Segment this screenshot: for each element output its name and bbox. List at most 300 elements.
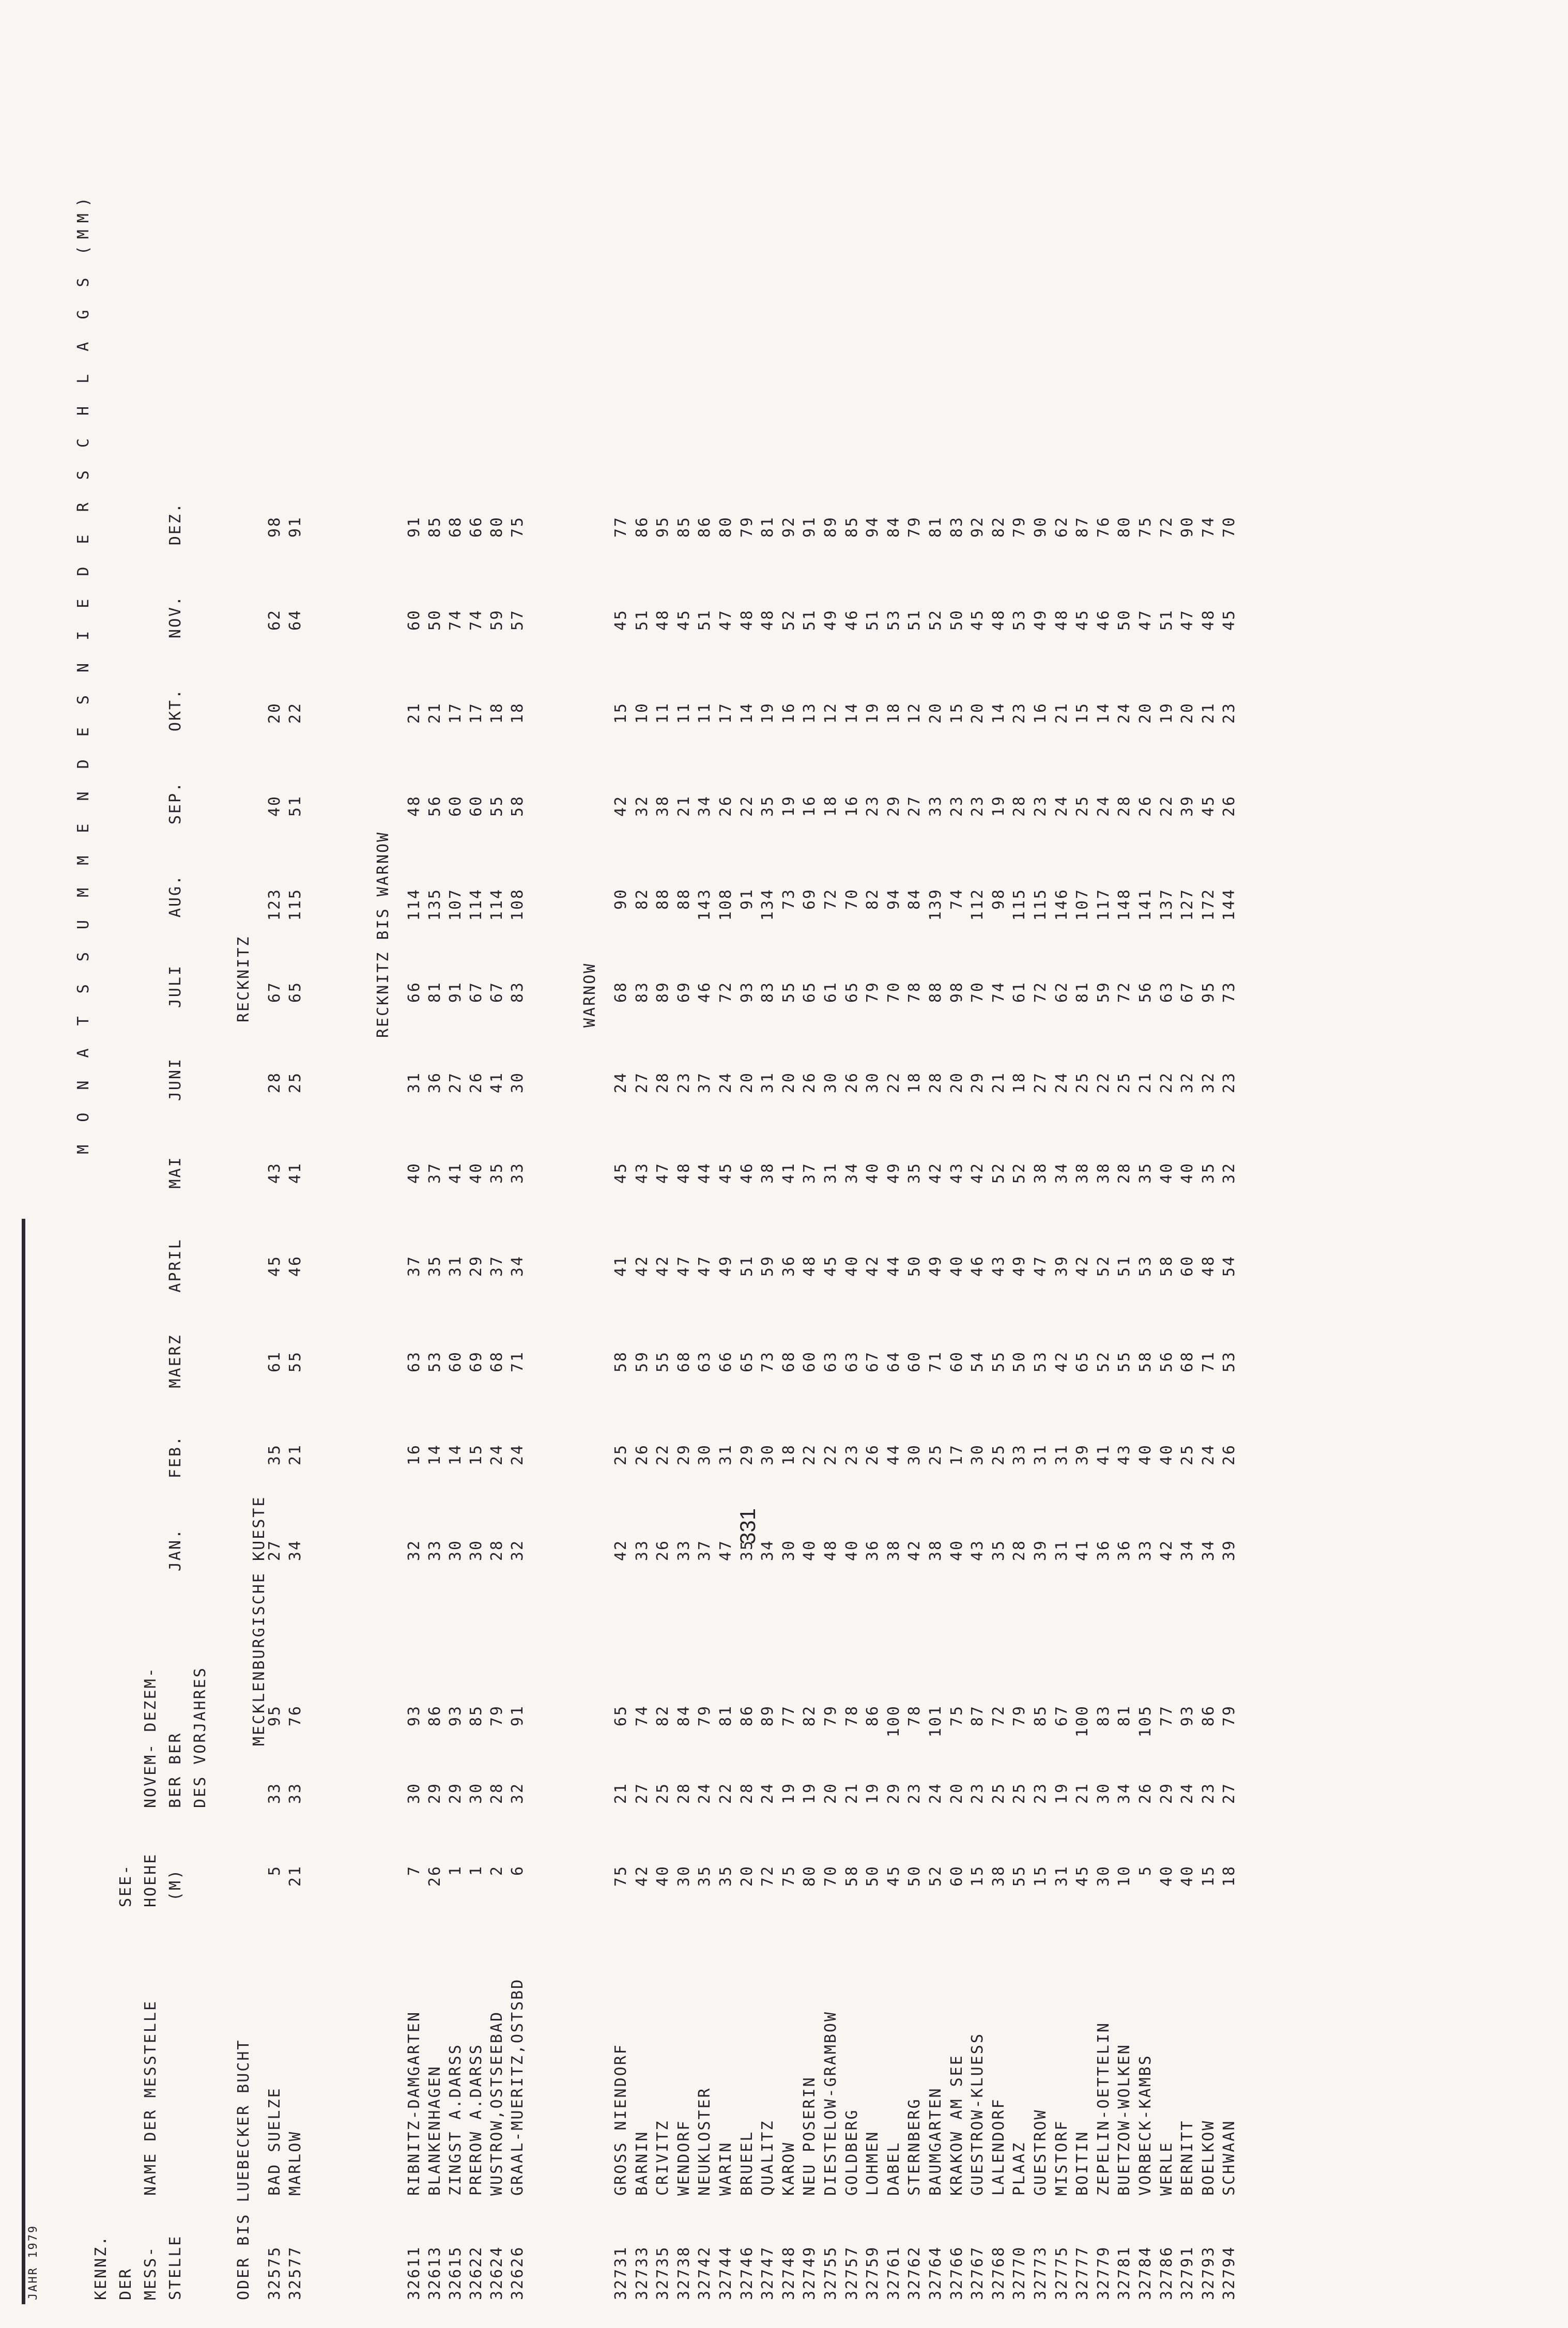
value-cell: 72: [1032, 981, 1050, 1003]
value-cell: 107: [447, 888, 465, 921]
station-name: BERNITT: [1178, 2119, 1197, 2196]
station-id: 32742: [696, 2245, 714, 2300]
station-id: 32744: [717, 2245, 735, 2300]
station-id: 32794: [1220, 2245, 1239, 2300]
table-row: [779, 22, 800, 2304]
value-cell: 58: [1157, 1255, 1176, 1277]
value-cell: 48: [737, 609, 756, 631]
value-cell: 127: [1178, 888, 1197, 921]
value-cell: 23: [1032, 795, 1050, 817]
value-cell: 35: [737, 1539, 756, 1561]
value-cell: 45: [717, 1162, 735, 1184]
value-cell: 31: [1052, 1865, 1071, 1887]
value-cell: 76: [286, 1705, 304, 1727]
value-cell: 89: [759, 1705, 777, 1727]
value-cell: 39: [1220, 1539, 1239, 1561]
station-name: SCHWAAN: [1220, 2119, 1239, 2196]
value-cell: 38: [759, 1162, 777, 1184]
value-cell: 40: [947, 1539, 966, 1561]
table-row: [737, 22, 758, 2304]
value-cell: 83: [759, 981, 777, 1003]
value-cell: 74: [447, 609, 465, 631]
value-cell: 47: [654, 1162, 672, 1184]
value-cell: 19: [989, 795, 1008, 817]
value-cell: 18: [905, 1071, 924, 1094]
value-cell: 25: [1073, 1071, 1092, 1094]
value-cell: 43: [989, 1255, 1008, 1277]
value-cell: 27: [266, 1539, 284, 1561]
value-cell: 85: [426, 516, 444, 538]
value-cell: 35: [759, 795, 777, 817]
header-month-mar: MAERZ: [166, 1334, 185, 1388]
value-cell: 55: [1010, 1865, 1029, 1887]
value-cell: 21: [1199, 702, 1218, 724]
value-cell: 56: [1136, 981, 1155, 1003]
value-cell: 48: [1199, 609, 1218, 631]
value-cell: 55: [989, 1351, 1008, 1373]
value-cell: 78: [905, 1705, 924, 1727]
value-cell: 2: [488, 1865, 506, 1876]
value-cell: 40: [1157, 1865, 1176, 1887]
table-row: [1072, 22, 1093, 2304]
value-cell: 60: [801, 1351, 819, 1373]
value-cell: 14: [426, 1444, 444, 1466]
value-cell: 27: [1032, 1071, 1050, 1094]
header-prev-2: BER BER: [166, 1732, 185, 1808]
value-cell: 57: [509, 609, 527, 631]
value-cell: 48: [822, 1539, 840, 1561]
value-cell: 66: [717, 1351, 735, 1373]
value-cell: 30: [447, 1539, 465, 1561]
value-cell: 35: [266, 1444, 284, 1466]
value-cell: 45: [1073, 609, 1092, 631]
value-cell: 58: [509, 795, 527, 817]
value-cell: 42: [927, 1162, 945, 1184]
value-cell: 86: [633, 516, 651, 538]
table-row: [1135, 22, 1156, 2304]
value-cell: 144: [1220, 888, 1239, 921]
header-kennz-3: MESS-: [142, 2245, 160, 2300]
value-cell: 25: [1010, 1782, 1029, 1804]
value-cell: 31: [759, 1071, 777, 1094]
value-cell: 67: [266, 981, 284, 1003]
value-cell: 146: [1052, 888, 1071, 921]
year-label: JAHR 1979: [27, 2224, 40, 2300]
value-cell: 58: [612, 1351, 630, 1373]
value-cell: 59: [633, 1351, 651, 1373]
value-cell: 20: [969, 702, 987, 724]
table-row: [285, 22, 306, 2304]
value-cell: 33: [674, 1539, 693, 1561]
value-cell: 25: [1073, 795, 1092, 817]
value-cell: 34: [1115, 1782, 1134, 1804]
value-cell: 52: [1010, 1162, 1029, 1184]
value-cell: 71: [509, 1351, 527, 1373]
value-cell: 29: [447, 1782, 465, 1804]
value-cell: 82: [801, 1705, 819, 1727]
value-cell: 39: [1032, 1539, 1050, 1561]
value-cell: 64: [884, 1351, 903, 1373]
value-cell: 41: [1073, 1539, 1092, 1561]
value-cell: 48: [759, 609, 777, 631]
value-cell: 77: [612, 516, 630, 538]
value-cell: 23: [1032, 1782, 1050, 1804]
value-cell: 45: [822, 1255, 840, 1277]
value-cell: 21: [405, 702, 423, 724]
value-cell: 22: [822, 1444, 840, 1466]
value-cell: 31: [717, 1444, 735, 1466]
station-id: 32577: [286, 2245, 304, 2300]
value-cell: 24: [488, 1444, 506, 1466]
value-cell: 89: [654, 981, 672, 1003]
value-cell: 5: [266, 1865, 284, 1876]
value-cell: 91: [509, 1705, 527, 1727]
value-cell: 75: [947, 1705, 966, 1727]
value-cell: 51: [1115, 1255, 1134, 1277]
value-cell: 45: [674, 609, 693, 631]
value-cell: 63: [842, 1351, 861, 1373]
value-cell: 85: [467, 1705, 485, 1727]
value-cell: 53: [1032, 1351, 1050, 1373]
value-cell: 53: [426, 1351, 444, 1373]
station-name: GROSS NIENDORF: [612, 2043, 630, 2196]
value-cell: 20: [947, 1782, 966, 1804]
value-cell: 26: [1136, 1782, 1155, 1804]
value-cell: 24: [927, 1782, 945, 1804]
value-cell: 115: [286, 888, 304, 921]
value-cell: 32: [405, 1539, 423, 1561]
value-cell: 35: [1136, 1162, 1155, 1184]
value-cell: 33: [927, 795, 945, 817]
value-cell: 72: [759, 1865, 777, 1887]
value-cell: 28: [927, 1071, 945, 1094]
value-cell: 58: [1136, 1351, 1155, 1373]
station-name: MARLOW: [286, 2130, 304, 2196]
value-cell: 28: [488, 1782, 506, 1804]
value-cell: 42: [1157, 1539, 1176, 1561]
value-cell: 31: [405, 1071, 423, 1094]
station-id: 32775: [1052, 2245, 1071, 2300]
value-cell: 32: [1220, 1162, 1239, 1184]
value-cell: 49: [717, 1255, 735, 1277]
value-cell: 17: [717, 702, 735, 724]
rotated-page: [22, 22, 1531, 2304]
table-row: [674, 22, 695, 2304]
header-month-may: MAI: [166, 1156, 185, 1189]
header-month-oct: OKT.: [166, 687, 185, 732]
value-cell: 37: [801, 1162, 819, 1184]
value-cell: 38: [989, 1865, 1008, 1887]
value-cell: 81: [717, 1705, 735, 1727]
value-cell: 29: [884, 1782, 903, 1804]
value-cell: 70: [842, 888, 861, 910]
value-cell: 34: [696, 795, 714, 817]
station-id: 32791: [1178, 2245, 1197, 2300]
value-cell: 51: [864, 609, 882, 631]
value-cell: 62: [1052, 981, 1071, 1003]
value-cell: 33: [633, 1539, 651, 1561]
value-cell: 46: [696, 981, 714, 1003]
table-row: [821, 22, 841, 2304]
value-cell: 67: [1052, 1705, 1071, 1727]
value-cell: 72: [822, 888, 840, 910]
value-cell: 19: [1157, 702, 1176, 724]
value-cell: 86: [1199, 1705, 1218, 1727]
value-cell: 91: [737, 888, 756, 910]
value-cell: 25: [286, 1071, 304, 1094]
station-name: LOHMEN: [864, 2130, 882, 2196]
value-cell: 16: [842, 795, 861, 817]
value-cell: 20: [266, 702, 284, 724]
value-cell: 40: [864, 1162, 882, 1184]
value-cell: 105: [1136, 1705, 1155, 1738]
value-cell: 35: [488, 1162, 506, 1184]
station-id: 32626: [509, 2245, 527, 2300]
value-cell: 70: [1220, 516, 1239, 538]
station-name: BAD SUELZE: [266, 2087, 284, 2196]
value-cell: 63: [405, 1351, 423, 1373]
value-cell: 93: [737, 981, 756, 1003]
value-cell: 85: [842, 516, 861, 538]
section-oder: ODER BIS LUEBECKER BUCHT: [235, 2039, 253, 2300]
value-cell: 7: [405, 1865, 423, 1876]
value-cell: 92: [779, 516, 798, 538]
value-cell: 26: [864, 1444, 882, 1466]
station-name: BAUMGARTEN: [927, 2087, 945, 2196]
value-cell: 21: [1052, 702, 1071, 724]
value-cell: 34: [1178, 1539, 1197, 1561]
station-name: GRAAL-MUERITZ,OSTSBD: [509, 1978, 527, 2196]
value-cell: 139: [927, 888, 945, 921]
value-cell: 42: [1073, 1255, 1092, 1277]
value-cell: 61: [1010, 981, 1029, 1003]
header-kennz-2: DER: [117, 2267, 135, 2300]
value-cell: 135: [426, 888, 444, 921]
value-cell: 108: [509, 888, 527, 921]
value-cell: 68: [612, 981, 630, 1003]
value-cell: 50: [905, 1865, 924, 1887]
value-cell: 14: [1094, 702, 1113, 724]
value-cell: 72: [717, 981, 735, 1003]
value-cell: 35: [989, 1539, 1008, 1561]
value-cell: 86: [696, 516, 714, 538]
value-cell: 25: [654, 1782, 672, 1804]
value-cell: 55: [779, 981, 798, 1003]
value-cell: 33: [509, 1162, 527, 1184]
value-cell: 98: [947, 981, 966, 1003]
value-cell: 90: [612, 888, 630, 910]
value-cell: 62: [266, 609, 284, 631]
value-cell: 23: [1220, 1071, 1239, 1094]
value-cell: 54: [969, 1351, 987, 1373]
value-cell: 18: [1010, 1071, 1029, 1094]
value-cell: 52: [989, 1162, 1008, 1184]
value-cell: 37: [488, 1255, 506, 1277]
table-row: [1094, 22, 1114, 2304]
header-month-dec: DEZ.: [166, 501, 185, 546]
value-cell: 67: [1178, 981, 1197, 1003]
value-cell: 42: [654, 1255, 672, 1277]
value-cell: 77: [779, 1705, 798, 1727]
value-cell: 29: [467, 1255, 485, 1277]
value-cell: 40: [842, 1255, 861, 1277]
header-name: NAME DER MESSTELLE: [142, 1999, 160, 2196]
value-cell: 88: [674, 888, 693, 910]
table-row: [863, 22, 883, 2304]
value-cell: 72: [1157, 516, 1176, 538]
value-cell: 50: [426, 609, 444, 631]
value-cell: 28: [488, 1539, 506, 1561]
value-cell: 26: [1220, 795, 1239, 817]
value-cell: 30: [467, 1782, 485, 1804]
station-id: 32575: [266, 2245, 284, 2300]
value-cell: 47: [717, 609, 735, 631]
station-name: QUALITZ: [759, 2119, 777, 2196]
value-cell: 33: [266, 1782, 284, 1804]
station-name: BRUEEL: [737, 2130, 756, 2196]
value-cell: 23: [842, 1444, 861, 1466]
value-cell: 84: [884, 516, 903, 538]
value-cell: 35: [717, 1865, 735, 1887]
station-name: KAROW: [779, 2141, 798, 2196]
value-cell: 46: [842, 609, 861, 631]
value-cell: 56: [426, 795, 444, 817]
value-cell: 81: [426, 981, 444, 1003]
station-name: STERNBERG: [905, 2097, 924, 2196]
value-cell: 20: [1136, 702, 1155, 724]
station-name: PLAAZ: [1010, 2141, 1029, 2196]
value-cell: 39: [1052, 1255, 1071, 1277]
value-cell: 41: [779, 1162, 798, 1184]
value-cell: 6: [509, 1865, 527, 1876]
value-cell: 91: [286, 516, 304, 538]
value-cell: 24: [1199, 1444, 1218, 1466]
value-cell: 40: [1136, 1444, 1155, 1466]
station-name: BLANKENHAGEN: [426, 2065, 444, 2196]
value-cell: 81: [1073, 981, 1092, 1003]
value-cell: 38: [927, 1539, 945, 1561]
value-cell: 12: [822, 702, 840, 724]
value-cell: 48: [989, 609, 1008, 631]
value-cell: 32: [633, 795, 651, 817]
station-id: 32761: [884, 2245, 903, 2300]
value-cell: 53: [1136, 1255, 1155, 1277]
station-name: CRIVITZ: [654, 2119, 672, 2196]
value-cell: 55: [286, 1351, 304, 1373]
station-name: NEU POSERIN: [801, 2076, 819, 2196]
value-cell: 60: [1178, 1255, 1197, 1277]
value-cell: 19: [864, 1782, 882, 1804]
station-name: WARIN: [717, 2141, 735, 2196]
value-cell: 21: [1136, 1071, 1155, 1094]
value-cell: 12: [905, 702, 924, 724]
value-cell: 74: [467, 609, 485, 631]
value-cell: 34: [286, 1539, 304, 1561]
value-cell: 45: [1199, 795, 1218, 817]
value-cell: 30: [509, 1071, 527, 1094]
table-row: [508, 22, 528, 2304]
value-cell: 30: [822, 1071, 840, 1094]
value-cell: 85: [674, 516, 693, 538]
station-id: 32624: [488, 2245, 506, 2300]
value-cell: 114: [405, 888, 423, 921]
value-cell: 45: [969, 609, 987, 631]
value-cell: 75: [779, 1865, 798, 1887]
value-cell: 95: [1199, 981, 1218, 1003]
value-cell: 83: [1094, 1705, 1113, 1727]
table-row: [1198, 22, 1219, 2304]
value-cell: 66: [467, 516, 485, 538]
value-cell: 27: [1220, 1782, 1239, 1804]
value-cell: 33: [426, 1539, 444, 1561]
value-cell: 47: [1136, 609, 1155, 631]
value-cell: 43: [969, 1539, 987, 1561]
value-cell: 45: [1073, 1865, 1092, 1887]
value-cell: 28: [737, 1782, 756, 1804]
value-cell: 21: [426, 702, 444, 724]
station-name: BARNIN: [633, 2130, 651, 2196]
value-cell: 28: [1115, 1162, 1134, 1184]
value-cell: 33: [1010, 1444, 1029, 1466]
table-row: [884, 22, 904, 2304]
value-cell: 62: [1052, 516, 1071, 538]
top-rule: [22, 1219, 25, 2304]
station-id: 32748: [779, 2245, 798, 2300]
value-cell: 41: [488, 1071, 506, 1094]
value-cell: 28: [1010, 1539, 1029, 1561]
value-cell: 60: [467, 795, 485, 817]
value-cell: 40: [467, 1162, 485, 1184]
value-cell: 67: [864, 1351, 882, 1373]
value-cell: 40: [1157, 1444, 1176, 1466]
value-cell: 35: [905, 1162, 924, 1184]
value-cell: 61: [266, 1351, 284, 1373]
station-name: ZEPELIN-OETTELIN: [1094, 2021, 1113, 2196]
value-cell: 19: [1052, 1782, 1071, 1804]
value-cell: 29: [426, 1782, 444, 1804]
value-cell: 81: [1115, 1705, 1134, 1727]
value-cell: 68: [488, 1351, 506, 1373]
value-cell: 75: [612, 1865, 630, 1887]
value-cell: 36: [1115, 1539, 1134, 1561]
value-cell: 20: [927, 702, 945, 724]
value-cell: 41: [1094, 1444, 1113, 1466]
value-cell: 39: [1073, 1444, 1092, 1466]
table-row: [947, 22, 967, 2304]
value-cell: 80: [717, 516, 735, 538]
value-cell: 11: [696, 702, 714, 724]
value-cell: 48: [801, 1255, 819, 1277]
header-prev-1: NOVEM- DEZEM-: [142, 1666, 160, 1808]
value-cell: 76: [1094, 516, 1113, 538]
station-id: 32615: [447, 2245, 465, 2300]
value-cell: 34: [842, 1162, 861, 1184]
value-cell: 79: [822, 1705, 840, 1727]
station-name: DABEL: [884, 2141, 903, 2196]
table-row: [404, 22, 425, 2304]
value-cell: 10: [1115, 1865, 1134, 1887]
value-cell: 70: [884, 981, 903, 1003]
value-cell: 26: [654, 1539, 672, 1561]
value-cell: 24: [1052, 795, 1071, 817]
value-cell: 26: [801, 1071, 819, 1094]
value-cell: 52: [1094, 1351, 1113, 1373]
value-cell: 21: [1073, 1782, 1092, 1804]
value-cell: 16: [801, 795, 819, 817]
value-cell: 88: [927, 981, 945, 1003]
header-month-nov: NOV.: [166, 594, 185, 639]
value-cell: 21: [674, 795, 693, 817]
